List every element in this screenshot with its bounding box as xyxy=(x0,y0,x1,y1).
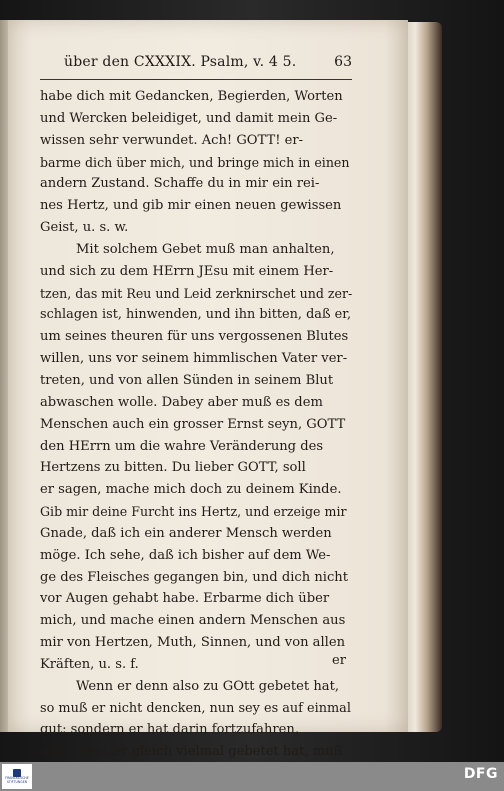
text-line: möge. Ich sehe, daß ich bisher auf dem We- xyxy=(40,547,331,563)
dfg-logo[interactable]: DFG xyxy=(463,766,498,782)
text-line: und, wenn er gleich vielmal gebetet hat, muß xyxy=(40,744,343,760)
body-text xyxy=(40,86,352,763)
text-line: andern Zustand. Schaffe du in mir ein rei- xyxy=(40,176,320,192)
catchword: er xyxy=(332,653,346,668)
text-line: wissen sehr verwundet. Ach! GOTT! er- xyxy=(40,132,304,148)
running-header xyxy=(40,54,352,78)
text-line: nes Hertz, und gib mir einen neuen gewissen xyxy=(40,198,342,214)
text-line: den HErrn um die wahre Veränderung des xyxy=(40,438,324,454)
text-line: abwaschen wolle. Dabey aber muß es dem xyxy=(40,394,323,410)
text-line: und Wercken beleidiget, und damit mein Ge- xyxy=(40,110,338,126)
text-line: mich, und mache einen andern Menschen aus xyxy=(40,613,346,629)
text-line: vor Augen gehabt habe. Erbarme dich über xyxy=(40,591,330,607)
logo-text-2: STIFTUNGEN xyxy=(6,779,28,784)
text-line: willen, uns vor seinem himmlischen Vater ver- xyxy=(40,351,348,367)
header-title: über den CXXXIX. Psalm, v. 4 5. xyxy=(64,54,297,70)
logo-text-1: FRANCKESCHE xyxy=(5,775,29,780)
text-line: treten, und von allen Sünden in seinem Blut xyxy=(40,372,334,388)
page-edge xyxy=(404,22,442,732)
viewer-footer xyxy=(0,762,504,791)
text-line: Kräften, u. s. f. xyxy=(40,656,139,672)
header-rule xyxy=(40,79,352,80)
text-line: Menschen auch ein grosser Ernst seyn, GOTT xyxy=(40,416,346,432)
text-line: Mit solchem Gebet muß man anhalten, xyxy=(76,241,335,257)
text-line: so muß er nicht dencken, nun sey es auf einmal xyxy=(40,700,351,716)
text-line: schlagen ist, hinwenden, und ihn bitten, daß er, xyxy=(40,307,352,323)
text-line: barme dich über mich, und bringe mich in einen xyxy=(40,154,350,170)
institution-logo[interactable] xyxy=(2,764,32,789)
text-line: tzen, das mit Reu und Leid zerknirschet und zer- xyxy=(40,285,352,301)
text-line: Gib mir deine Furcht ins Hertz, und erzeige mir xyxy=(40,504,347,520)
text-line: Geist, u. s. w. xyxy=(40,220,129,236)
text-line: um seines theuren für uns vergossenen Blutes xyxy=(40,329,349,345)
text-line: Wenn er denn also zu GOtt gebetet hat, xyxy=(76,678,339,694)
text-line: Gnade, daß ich ein anderer Mensch werden xyxy=(40,525,332,541)
text-line: mir von Hertzen, Muth, Sinnen, und von allen xyxy=(40,635,346,651)
page-number: 63 xyxy=(334,54,352,70)
text-line: Hertzens zu bitten. Du lieber GOTT, soll xyxy=(40,460,306,476)
text-line: gut; sondern er hat darin fortzufahren, xyxy=(40,722,300,738)
text-line: er sagen, mache mich doch zu deinem Kinde. xyxy=(40,482,342,498)
text-line: ge des Fleisches gegangen bin, und dich nicht xyxy=(40,569,348,585)
text-line: habe dich mit Gedancken, Begierden, Worten xyxy=(40,89,343,104)
text-line: und sich zu dem HErrn JEsu mit einem Her- xyxy=(40,263,334,279)
